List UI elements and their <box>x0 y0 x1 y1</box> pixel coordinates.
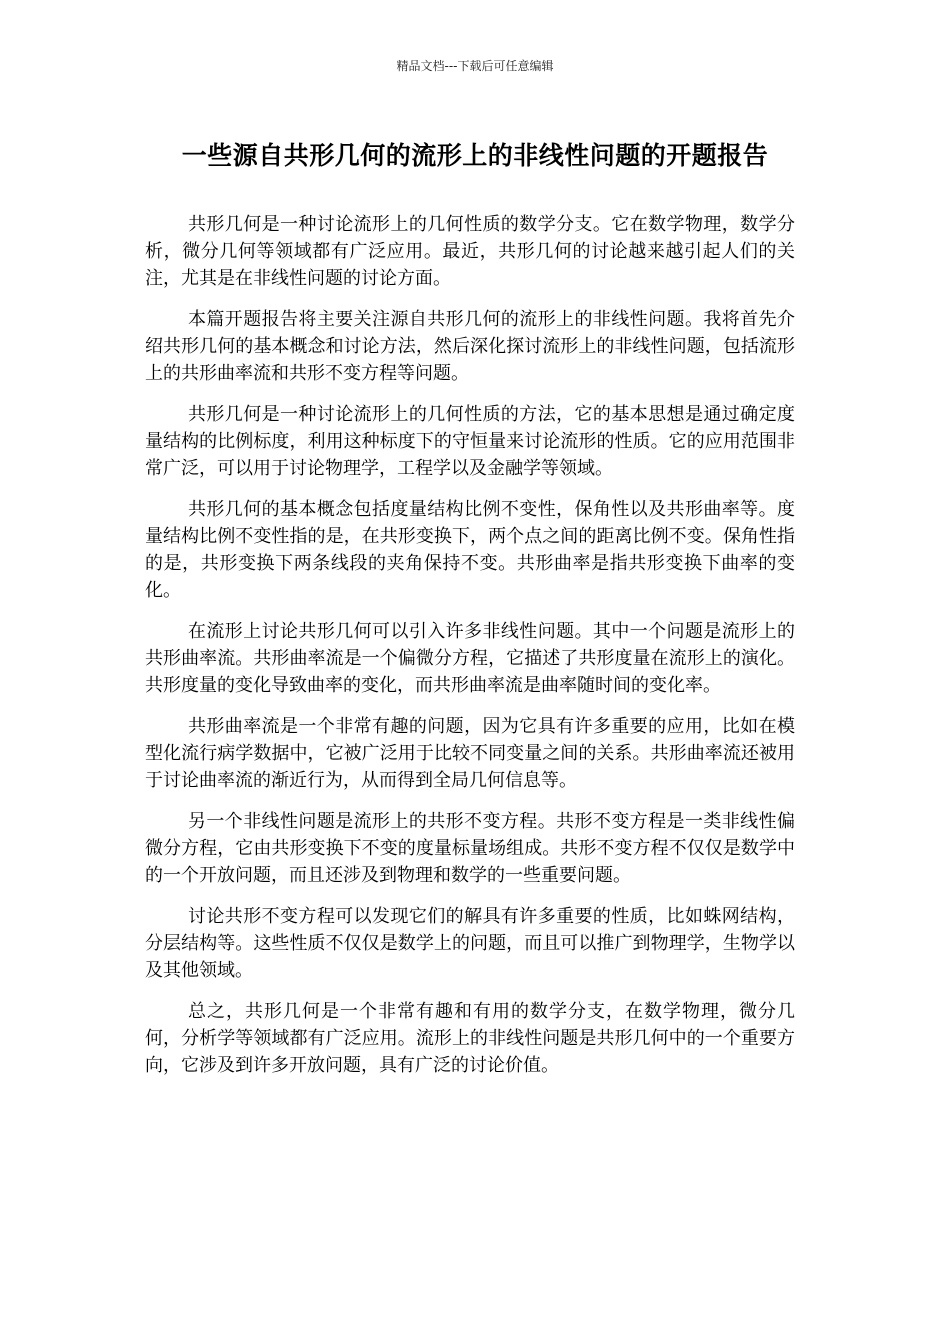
paragraph-8: 讨论共形不变方程可以发现它们的解具有许多重要的性质，比如蛛网结构，分层结构等。这些性质不仅仅是数学上的问题，而且可以推广到物理学，生物学以及其他领域。 <box>145 906 795 981</box>
page-header: 精品文档---下载后可任意编辑 <box>396 59 554 73</box>
paragraph-7: 另一个非线性问题是流形上的共形不变方程。共形不变方程是一类非线性偏微分方程，它由共形变换下不变的度量标量场组成。共形不变方程不仅仅是数学中的一个开放问题，而且还涉及到物理和数学的一些重要问题。 <box>145 811 795 886</box>
paragraph-1: 共形几何是一种讨论流形上的几何性质的数学分支。它在数学物理，数学分析，微分几何等领域都有广泛应用。最近，共形几何的讨论越来越引起人们的关注，尤其是在非线性问题的讨论方面。 <box>145 214 795 289</box>
document-body <box>145 211 795 1093</box>
paragraph-4: 共形几何的基本概念包括度量结构比例不变性，保角性以及共形曲率等。度量结构比例不变性指的是，在共形变换下，两个点之间的距离比例不变。保角性指的是，共形变换下两条线段的夹角保持不变。共形曲率是指共形变换下曲率的变化。 <box>145 499 795 601</box>
paragraph-2: 本篇开题报告将主要关注源自共形几何的流形上的非线性问题。我将首先介绍共形几何的基本概念和讨论方法，然后深化探讨流形上的非线性问题，包括流形上的共形曲率流和共形不变方程等问题。 <box>145 309 795 384</box>
paragraph-9: 总之，共形几何是一个非常有趣和有用的数学分支，在数学物理，微分几何，分析学等领域都有广泛应用。流形上的非线性问题是共形几何中的一个重要方向，它涉及到许多开放问题，具有广泛的讨论价值。 <box>145 1001 795 1076</box>
paragraph-6: 共形曲率流是一个非常有趣的问题，因为它具有许多重要的应用，比如在模型化流行病学数据中，它被广泛用于比较不同变量之间的关系。共形曲率流还被用于讨论曲率流的渐近行为，从而得到全局几何信息等。 <box>145 716 795 791</box>
document-title: 一些源自共形几何的流形上的非线性问题的开题报告 <box>181 141 769 170</box>
paragraph-5: 在流形上讨论共形几何可以引入许多非线性问题。其中一个问题是流形上的共形曲率流。共形曲率流是一个偏微分方程，它描述了共形度量在流形上的演化。共形度量的变化导致曲率的变化，而共形曲率流是曲率随时间的变化率。 <box>145 621 795 696</box>
paragraph-3: 共形几何是一种讨论流形上的几何性质的方法，它的基本思想是通过确定度量结构的比例标度，利用这种标度下的守恒量来讨论流形的性质。它的应用范围非常广泛，可以用于讨论物理学，工程学以及金融学等领域。 <box>145 404 795 479</box>
